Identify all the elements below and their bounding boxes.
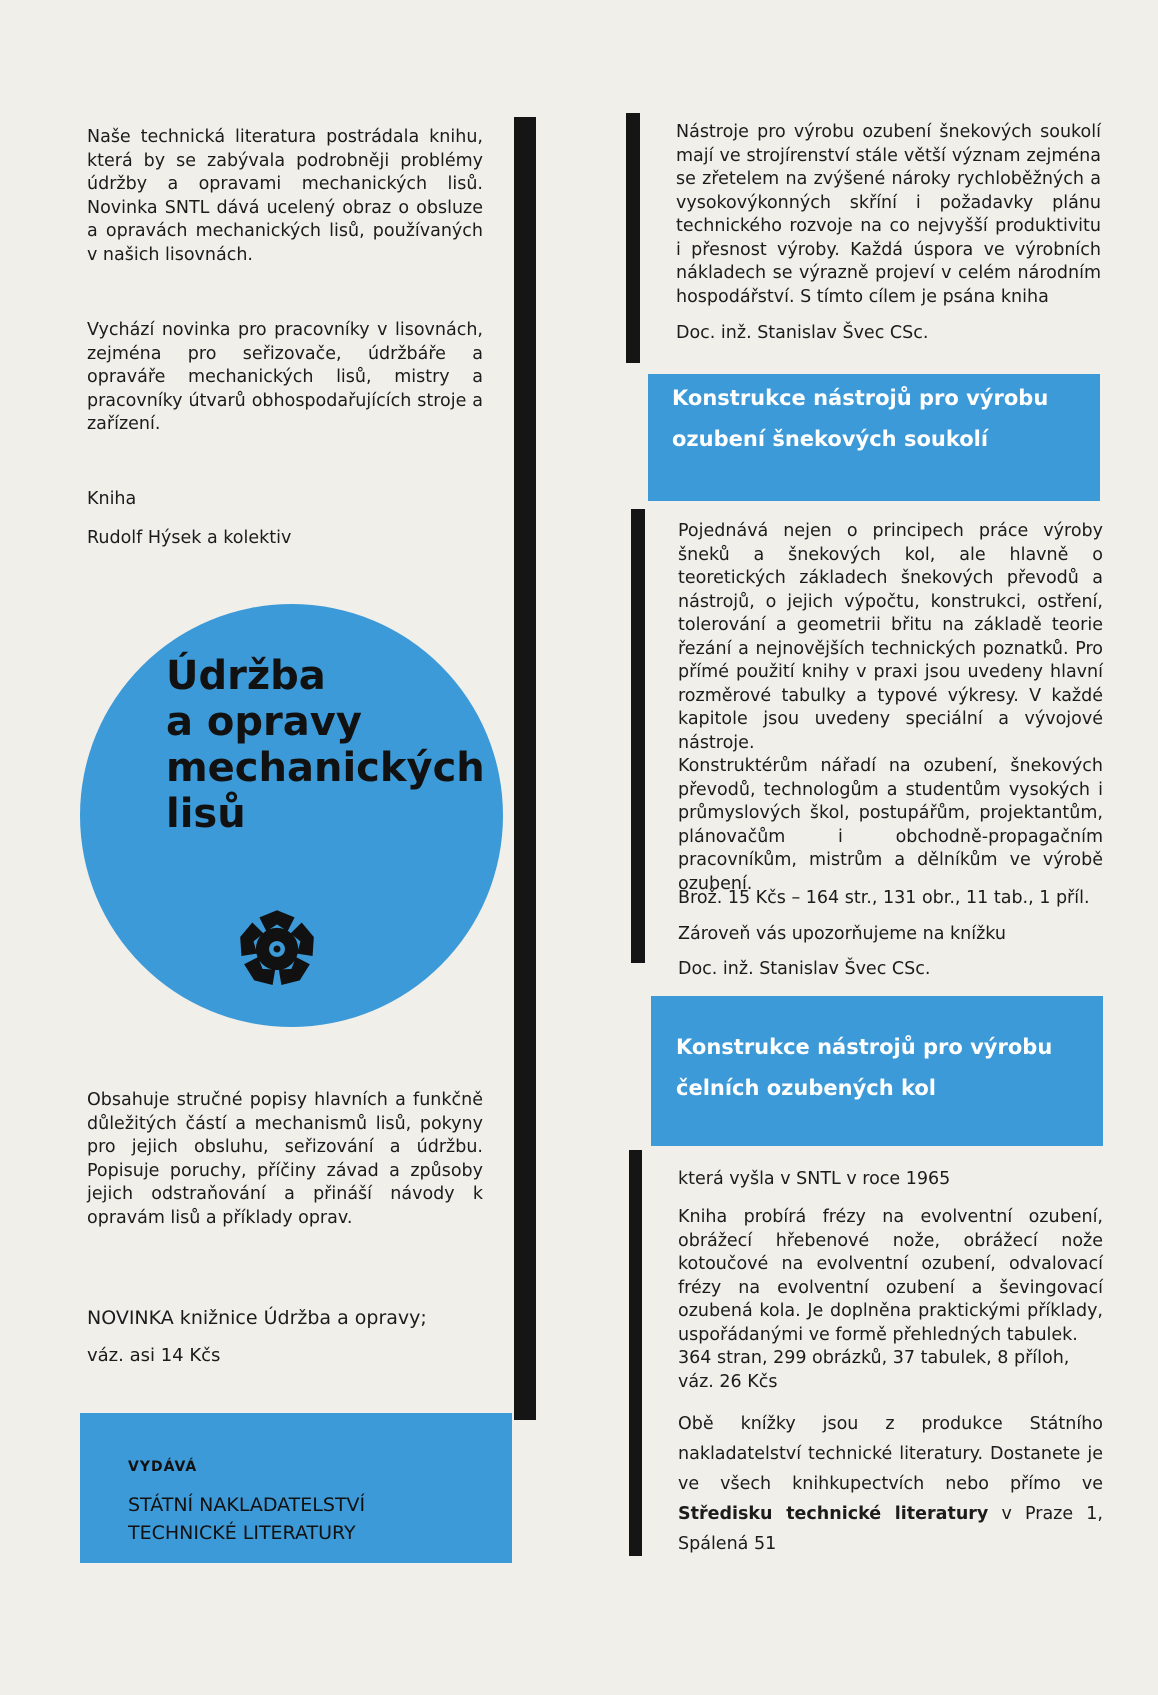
book-title-right-2: Konstrukce nástrojů pro výrobu čelních ozubených kol [676, 1035, 1053, 1100]
kniha-label: Kniha [87, 489, 137, 509]
store-name: Středisku technické literatury [678, 1504, 989, 1524]
divider-bar-right-1 [626, 113, 640, 363]
publisher-name: STÁTNÍ NAKLADATELSTVÍ TECHNICKÉ LITERATURY [128, 1494, 366, 1544]
novinka-line: NOVINKA knižnice Údržba a opravy; [87, 1307, 427, 1329]
vydava-label: VYDÁVÁ [128, 1459, 198, 1475]
book2-published: která vyšla v SNTL v roce 1965 [678, 1169, 951, 1189]
book-contents-left: Obsahuje stručné popisy hlavních a funkčně důležitých částí a mechanismů lisů, pokyny pro jejich obsluhu, seřizování a údržbu. Popisuje poruchy, příčiny závad a způsoby jejich odstraňování a přináší návody k opravám lisů a příklady oprav. [87, 1090, 483, 1228]
book1-description: Pojednává nejen o principech práce výroby šneků a šnekových kol, ale hlavně o teoretických základech šnekových převodů a nástrojů, o jejich výpočtu, konstrukci, ostření, tolerování a geometrii břitu na základě teorie řezání a nejnovějších technických poznatků. Pro přímé použití knihy v praxi jsou uvedeny hlavní rozměrové tabulky a typové výkresy. V každé kapitole jsou uvedeny speciální a vývojové nástroje. Konstruktérům nářadí na ozubení, šnekových převodů, technologům a studentům vysokých i průmyslových škol, postupářům, projektantům, plánovačům i obchodně-propagačním pracovníkům, mistrům a dělníkům ve výrobě ozubení. [678, 521, 1103, 894]
book-title-left: Údržba a opravy mechanických lisů [166, 653, 485, 837]
divider-bar-main [514, 117, 536, 1420]
closing-note: Obě knížky jsou z produkce Státního nakladatelství technické literatury. Dostanete je ve všech knihkupectvích nebo přímo ve Středisku technické literatury v Praze 1, Spálená 51 [678, 1414, 1103, 1554]
divider-bar-right-3 [629, 1150, 642, 1556]
book-author-right-2: Doc. inž. Stanislav Švec CSc. [678, 959, 931, 979]
divider-bar-right-2 [631, 509, 645, 963]
left-audience: Vychází novinka pro pracovníky v lisovnách, zejména pro seřizovače, údržbáře a opraváře mechanických lisů, mistry a pracovníky útvarů obhospodařujících stroje a zařízení. [87, 320, 483, 434]
publisher-logo-icon [233, 905, 321, 993]
left-intro: Naše technická literatura postrádala knihu, která by se zabývala podrobněji problémy údržby a opravami mechanických lisů. Novinka SNTL dává ucelený obraz o obsluze a opravách mechanických lisů, používaných v našich lisovnách. [87, 127, 483, 265]
book2-description: Kniha probírá frézy na evolventní ozubení, obrážecí hřebenové nože, obrážecí nože kotoučové na evolventní ozubení, odvalovací frézy na evolventní ozubení a ševingovací ozubená kola. Je doplněna praktickými příklady, uspořádanými ve formě přehledných tabulek. 364 stran, 299 obrázků, 37 tabulek, 8 příloh, váz. 26 Kčs [678, 1207, 1103, 1392]
book-title-right-1: Konstrukce nástrojů pro výrobu ozubení šnekových soukolí [672, 386, 1049, 451]
book-author-left: Rudolf Hýsek a kolektiv [87, 528, 292, 548]
book-author-right-1: Doc. inž. Stanislav Švec CSc. [676, 323, 929, 343]
attention-note: Zároveň vás upozorňujeme na knížku [678, 924, 1006, 944]
right-intro: Nástroje pro výrobu ozubení šnekových soukolí mají ve strojírenství stále větší význam zejména se zřetelem na zvýšené nároky rychloběžných a vysokovýkonných skříní i požadavky plánu technického rozvoje na co nejvyšší produktivitu i přesnost výroby. Každá úspora ve výrobních nákladech se výrazně projeví v celém národním hospodářství. S tímto cílem je psána kniha [676, 122, 1101, 307]
book1-price: Brož. 15 Kčs – 164 str., 131 obr., 11 tab., 1 příl. [678, 888, 1090, 908]
price-left: váz. asi 14 Kčs [87, 1345, 221, 1366]
